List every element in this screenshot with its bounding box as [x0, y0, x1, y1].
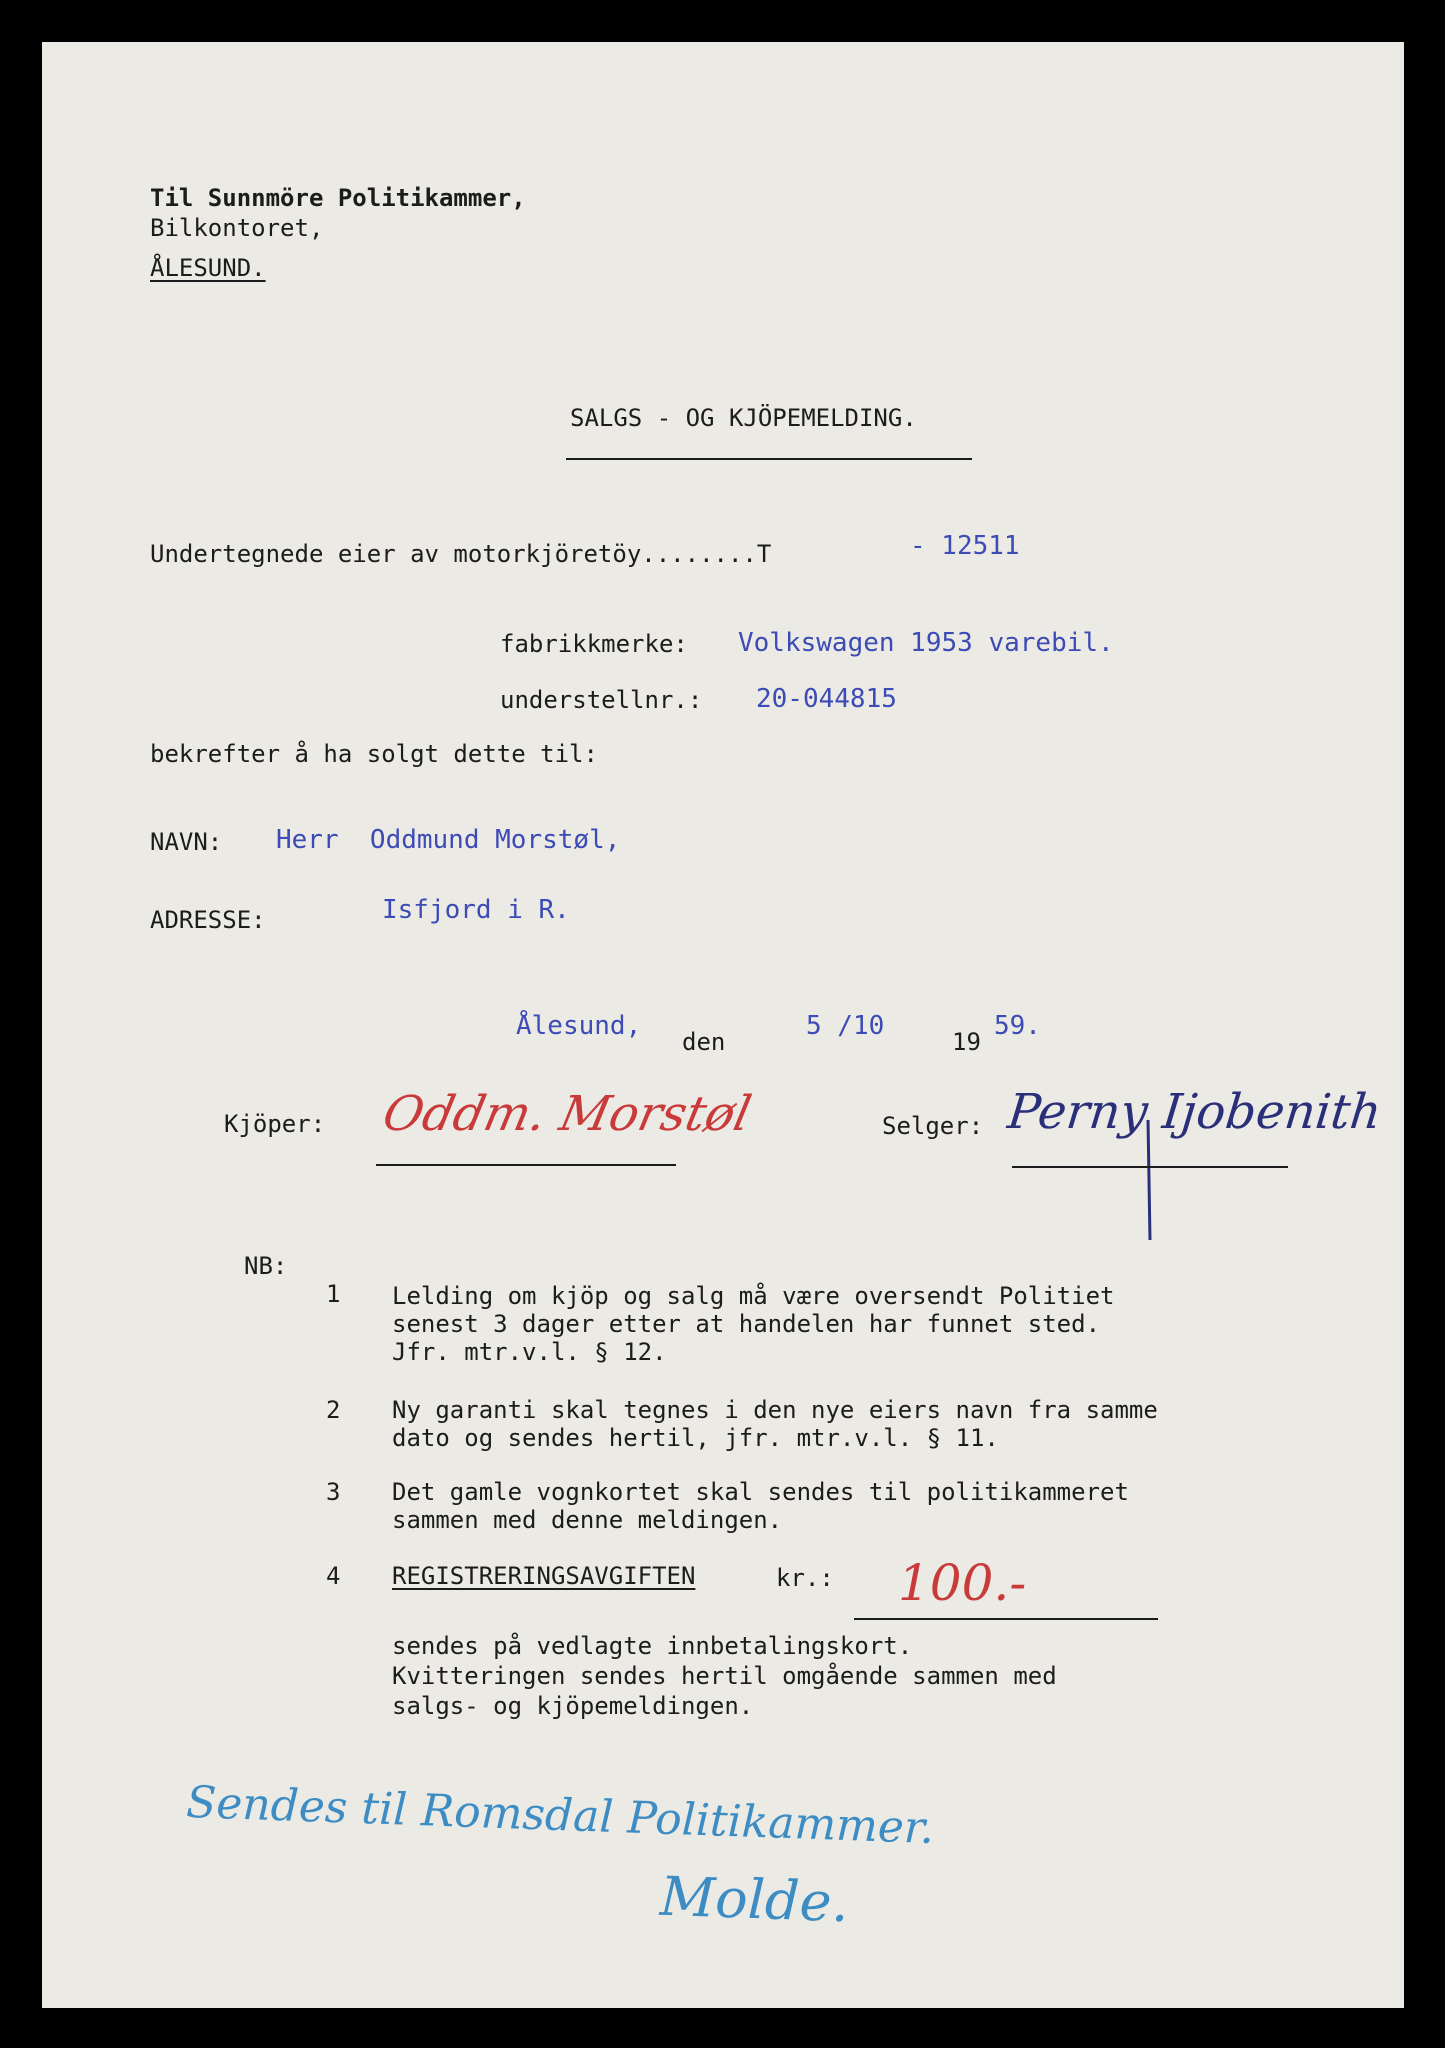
name-label: NAVN:	[150, 828, 223, 856]
address-value: Isfjord i R.	[382, 895, 570, 925]
seller-signature-flourish	[1000, 1100, 1300, 1250]
date-century: 19	[952, 1028, 981, 1056]
name-value: Herr Oddmund Morstøl,	[276, 825, 621, 855]
fee-amount-line	[854, 1618, 1158, 1620]
nb-item-2-line-2: dato og sendes hertil, jfr. mtr.v.l. § 11.	[392, 1424, 999, 1452]
document-title: SALGS - OG KJÖPEMELDING.	[570, 404, 917, 432]
buyer-signature-line	[376, 1164, 676, 1166]
date-den: den	[682, 1028, 726, 1056]
chassis-value: 20-044815	[756, 684, 897, 714]
fee-currency-label: kr.:	[776, 1564, 834, 1592]
handwritten-note-line-1: Sendes til Romsdal Politikammer.	[185, 1776, 935, 1855]
nb-item-4-line-3: salgs- og kjöpemeldingen.	[392, 1692, 754, 1720]
nb-item-4-number: 4	[326, 1562, 341, 1590]
date-year: 59.	[994, 1011, 1041, 1041]
owner-label: Undertegnede eier av motorkjöretöy........T	[150, 540, 772, 568]
fee-amount: 100.-	[898, 1554, 1027, 1612]
registration-fee-label: REGISTRERINGSAVGIFTEN	[392, 1562, 696, 1590]
registration-number: - 12511	[910, 531, 1020, 561]
make-label: fabrikkmerke:	[500, 630, 688, 658]
nb-item-3-line-2: sammen med denne meldingen.	[392, 1506, 783, 1534]
recipient-city: ÅLESUND.	[150, 254, 266, 282]
seller-signature: Perny Ijobenith	[1005, 1084, 1385, 1140]
nb-item-3-number: 3	[326, 1478, 341, 1506]
date-day-month: 5 /10	[806, 1011, 885, 1041]
nb-item-1-number: 1	[326, 1280, 341, 1308]
buyer-signature: Oddm. Morstøl	[378, 1086, 756, 1142]
confirm-text: bekrefter å ha solgt dette til:	[150, 740, 598, 768]
handwritten-note-line-2: Molde.	[658, 1864, 850, 1935]
nb-item-4-line-1: sendes på vedlagte innbetalingskort.	[392, 1632, 913, 1660]
title-underline	[566, 458, 972, 460]
address-label: ADRESSE:	[150, 906, 266, 934]
recipient-line-1: Til Sunnmöre Politikammer,	[150, 184, 526, 212]
make-value: Volkswagen 1953 varebil.	[738, 628, 1114, 658]
recipient-line-2: Bilkontoret,	[150, 214, 324, 242]
nb-item-1-line-2: senest 3 dager etter at handelen har funnet sted.	[392, 1310, 1101, 1338]
nb-item-2-line-1: Ny garanti skal tegnes i den nye eiers navn fra samme	[392, 1396, 1158, 1424]
nb-item-1-line-3: Jfr. mtr.v.l. § 12.	[392, 1338, 667, 1366]
date-place: Ålesund,	[516, 1011, 642, 1041]
nb-label: NB:	[244, 1252, 288, 1280]
seller-label: Selger:	[882, 1112, 984, 1140]
nb-item-4-line-2: Kvitteringen sendes hertil omgående sammen med	[392, 1662, 1057, 1690]
nb-item-3-line-1: Det gamle vognkortet skal sendes til politikammeret	[392, 1478, 1129, 1506]
nb-item-1-line-1: Lelding om kjöp og salg må være oversendt Politiet	[392, 1282, 1115, 1310]
seller-signature-line	[1012, 1166, 1288, 1168]
chassis-label: understellnr.:	[500, 686, 703, 714]
nb-item-2-number: 2	[326, 1396, 341, 1424]
buyer-label: Kjöper:	[224, 1110, 326, 1138]
